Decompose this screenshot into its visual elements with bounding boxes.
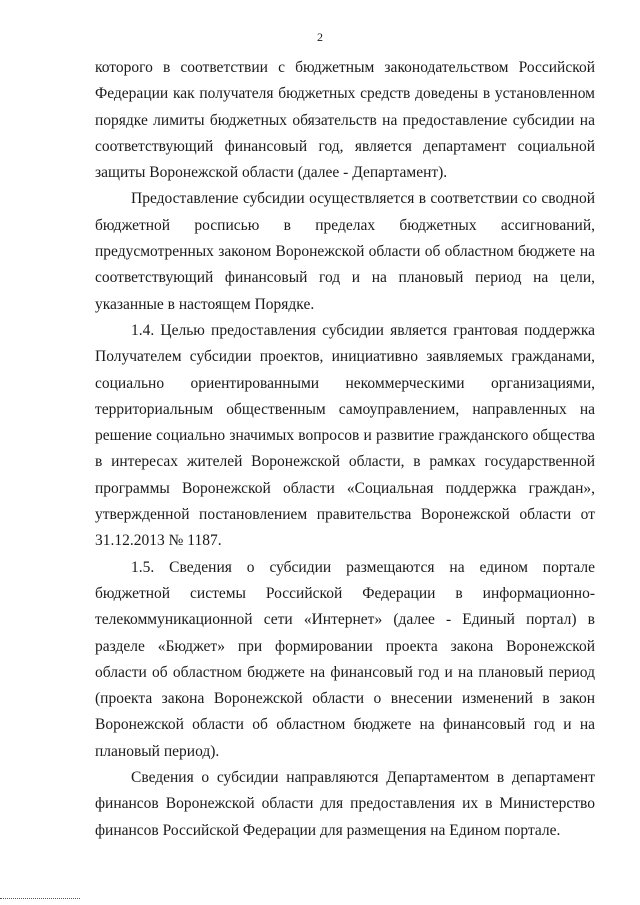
footer-divider — [0, 898, 80, 899]
paragraph-submission: Сведения о субсидии направляются Департаментом в департамент финансов Воронежской области для предоставления их в Министерство финансов Российской Федерации для размещения на Едином портале. — [95, 769, 595, 839]
page-number: 2 — [317, 30, 323, 44]
paragraph-1-4-purpose: 1.4. Целью предоставления субсидии является грантовая поддержка Получателем субсидии проектов, инициативно заявляемых гражданами, социально ориентированными некоммерческими организациями, территориальным общественным самоуправлением, направленных на решение социально значимых вопросов и развитие гражданского общества в интересах жителей Воронежской области, в рамках государственной программы Воронежской области «Социальная поддержка граждан», утвержденной постановлением правительства Воронежской области от 31.12.2013 № 1187. — [95, 321, 595, 550]
paragraph-budget-allocation: Предоставление субсидии осуществляется в соответствии со сводной бюджетной росписью в пределах бюджетных ассигнований, предусмотренных законом Воронежской области об областном бюджете на соответствующий финансовый год и на плановый период на цели, указанные в настоящем Порядке. — [95, 190, 595, 313]
paragraph-1-5-portal: 1.5. Сведения о субсидии размещаются на едином портале бюджетной системы Российской Федерации в информационно-телекоммуникационной сети «Интернет» (далее - Единый портал) в разделе «Бюджет» при формировании проекта закона Воронежской области об областном бюджете на финансовый год и на плановый период (проекта закона Воронежской области о внесении изменений в закон Воронежской области об областном бюджете на финансовый год и на плановый период). — [95, 558, 595, 760]
paragraph-continuation: которого в соответствии с бюджетным законодательством Российской Федерации как получателя бюджетных средств доведены в установленном порядке лимиты бюджетных обязательств на предоставление субсидии на соответствующий финансовый год, является департамент социальной защиты Воронежской области (далее - Департамент). — [95, 59, 595, 182]
document-body — [95, 55, 595, 844]
